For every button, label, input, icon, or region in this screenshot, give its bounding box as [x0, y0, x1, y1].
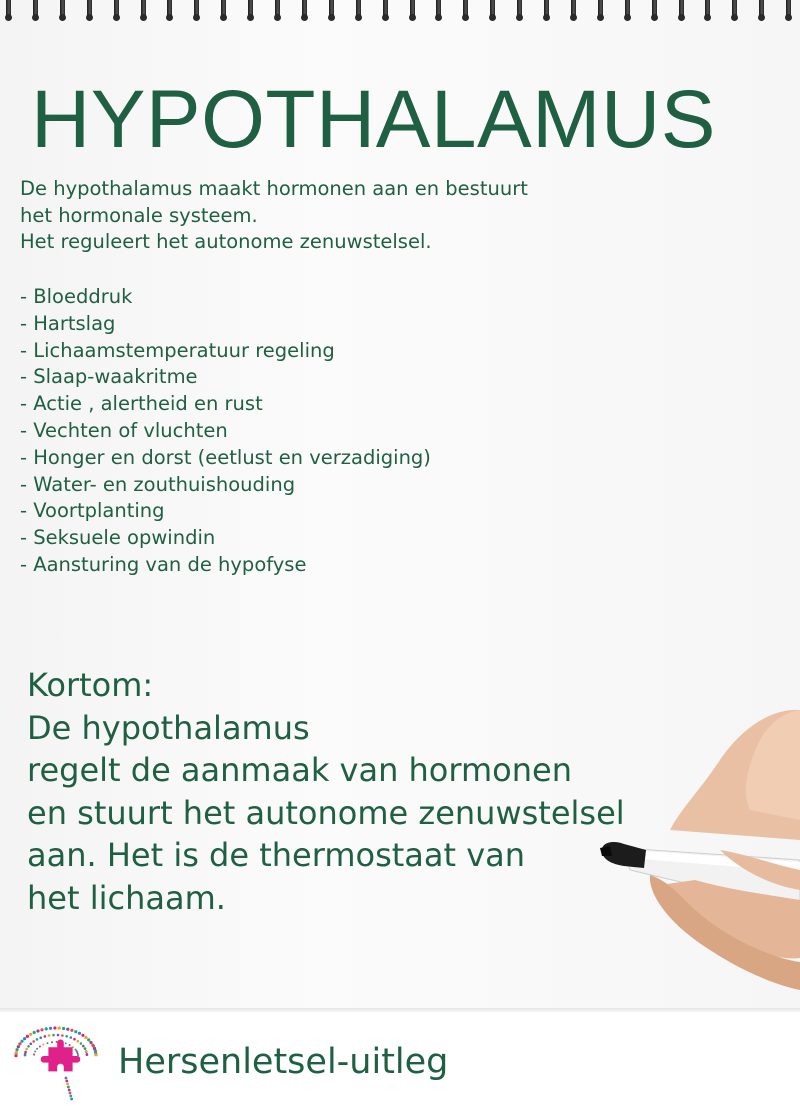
logo-dot [26, 1035, 29, 1038]
binding-ring [329, 0, 334, 18]
logo-dot [94, 1050, 97, 1053]
logo-dot [76, 1050, 78, 1052]
logo-dot [25, 1048, 28, 1051]
list-item: - Honger en dorst (eetlust en verzadiging) [20, 445, 431, 469]
logo-dot [80, 1042, 83, 1045]
logo-dot [42, 1044, 44, 1046]
logo-dot [92, 1044, 95, 1047]
binding-ring [60, 0, 65, 18]
logo-dot [65, 1035, 68, 1038]
function-list [20, 284, 431, 579]
binding-ring [652, 0, 657, 18]
list-item: - Slaap-waakritme [20, 365, 198, 389]
logo-dot [30, 1043, 33, 1046]
binding-ring [356, 0, 361, 18]
brand-name: Hersenletsel-uitleg [118, 1042, 449, 1082]
logo-dot [34, 1051, 36, 1053]
logo-dot [85, 1050, 88, 1053]
logo-dot [14, 1054, 17, 1057]
binding-ring [221, 0, 226, 18]
list-item: - Seksuele opwindin [20, 526, 216, 550]
binding-ring [625, 0, 630, 18]
logo-dot [69, 1095, 72, 1098]
summary-line: Kortom: [27, 666, 154, 704]
summary-line: De hypothalamus [27, 708, 310, 747]
logo-dot [66, 1083, 69, 1086]
logo-dot [93, 1047, 96, 1050]
binding-ring [598, 0, 603, 18]
logo-dot [65, 1080, 68, 1083]
logo-dot [39, 1036, 42, 1039]
logo-dot [73, 1038, 76, 1041]
binding-ring [114, 0, 119, 18]
logo-dot [94, 1053, 97, 1056]
logo-dot [66, 1028, 69, 1031]
logo-dot [84, 1036, 87, 1039]
logo-dot [27, 1045, 30, 1048]
logo-dot [77, 1053, 79, 1055]
logo-dot [70, 1098, 73, 1101]
logo-dot [65, 1042, 67, 1044]
binding-ring [248, 0, 253, 18]
logo-dot [33, 1031, 36, 1034]
binding-ring [194, 0, 199, 18]
intro-text [20, 176, 528, 256]
logo-dot [18, 1042, 21, 1045]
binding-ring [383, 0, 388, 18]
logo-dot [61, 1034, 64, 1037]
logo-dot [65, 1077, 68, 1080]
summary-line: aan. Het is de thermostaat van [27, 836, 526, 874]
logo-dot [51, 1041, 53, 1043]
summary-line: het lichaam. [27, 878, 226, 917]
binding-ring [463, 0, 468, 18]
logo-dot [77, 1040, 80, 1043]
logo-dot [47, 1042, 49, 1044]
binding-ring [33, 0, 38, 18]
logo-dot [23, 1037, 26, 1040]
list-item: - Bloeddruk [20, 285, 133, 308]
logo-dot [44, 1035, 47, 1038]
logo-dot [87, 1038, 90, 1041]
logo-dot [67, 1086, 70, 1089]
binding-ring [786, 0, 791, 18]
logo-dot [69, 1092, 72, 1095]
list-item: - Hartslag [20, 311, 116, 335]
summary-line: regelt de aanmaak van hormonen [27, 751, 572, 789]
list-item: - Lichaamstemperatuur regeling [20, 338, 335, 362]
intro-line: het hormonale systeem. [20, 203, 258, 227]
logo-dot [58, 1027, 61, 1030]
binding-ring [87, 0, 92, 18]
logo-dot [70, 1029, 73, 1032]
binding-ring [759, 0, 764, 18]
binding-ring [167, 0, 172, 18]
binding-ring [705, 0, 710, 18]
summary-line: en stuurt het autonome zenuwstelsel [27, 793, 625, 832]
binding-ring [732, 0, 737, 18]
logo-dot [57, 1034, 60, 1037]
logo-dot [39, 1046, 41, 1048]
logo-dot [48, 1034, 51, 1037]
logo-dot [29, 1033, 32, 1036]
logo-dot [15, 1051, 18, 1054]
logo-dot [36, 1029, 39, 1032]
logo-dot [78, 1032, 81, 1035]
logo-dot [53, 1026, 56, 1029]
spiral-binding [0, 0, 800, 26]
logo-dot [24, 1051, 27, 1054]
logo-dot [84, 1047, 87, 1050]
logo-dot [89, 1041, 92, 1044]
binding-ring [571, 0, 576, 18]
logo-dot [52, 1034, 55, 1037]
logo-dot [36, 1038, 39, 1041]
logo-dot [69, 1044, 71, 1046]
hand-with-marker-icon [600, 700, 800, 1000]
logo-dot [68, 1089, 71, 1092]
intro-line: Het reguleert het autonome zenuwstelsel. [20, 230, 432, 254]
logo-dot [49, 1027, 52, 1030]
binding-ring [302, 0, 307, 18]
binding-ring [141, 0, 146, 18]
logo-dot [33, 1053, 35, 1055]
logo-dot [45, 1027, 48, 1030]
list-item: - Voortplanting [20, 499, 165, 523]
list-item: - Actie , alertheid en rust [20, 392, 263, 416]
binding-ring [679, 0, 684, 18]
page-title: HYPOTHALAMUS [31, 74, 716, 165]
binding-ring [490, 0, 495, 18]
logo-dot [20, 1040, 23, 1043]
brain-logo-icon [8, 1016, 108, 1106]
logo-dot [36, 1048, 38, 1050]
list-item: - Aansturing van de hypofyse [20, 552, 307, 576]
binding-ring [544, 0, 549, 18]
logo-dot [40, 1028, 43, 1031]
logo-dot [15, 1048, 18, 1051]
logo-dot [70, 1036, 73, 1039]
logo-dot [81, 1034, 84, 1037]
intro-line: De hypothalamus maakt hormonen aan en bestuurt [20, 177, 528, 200]
list-item: - Water- en zouthuishouding [20, 472, 296, 496]
binding-ring [6, 0, 11, 18]
binding-ring [517, 0, 522, 18]
logo-dot [32, 1040, 35, 1043]
list-item: - Vechten of vluchten [20, 418, 228, 442]
logo-dot [74, 1030, 77, 1033]
summary-text [27, 664, 625, 919]
logo-dot [62, 1027, 65, 1030]
binding-ring [436, 0, 441, 18]
logo-dot [17, 1045, 20, 1048]
binding-ring [410, 0, 415, 18]
logo-dot [86, 1053, 89, 1056]
binding-ring [275, 0, 280, 18]
logo-dot [24, 1054, 27, 1057]
logo-dot [82, 1045, 85, 1048]
